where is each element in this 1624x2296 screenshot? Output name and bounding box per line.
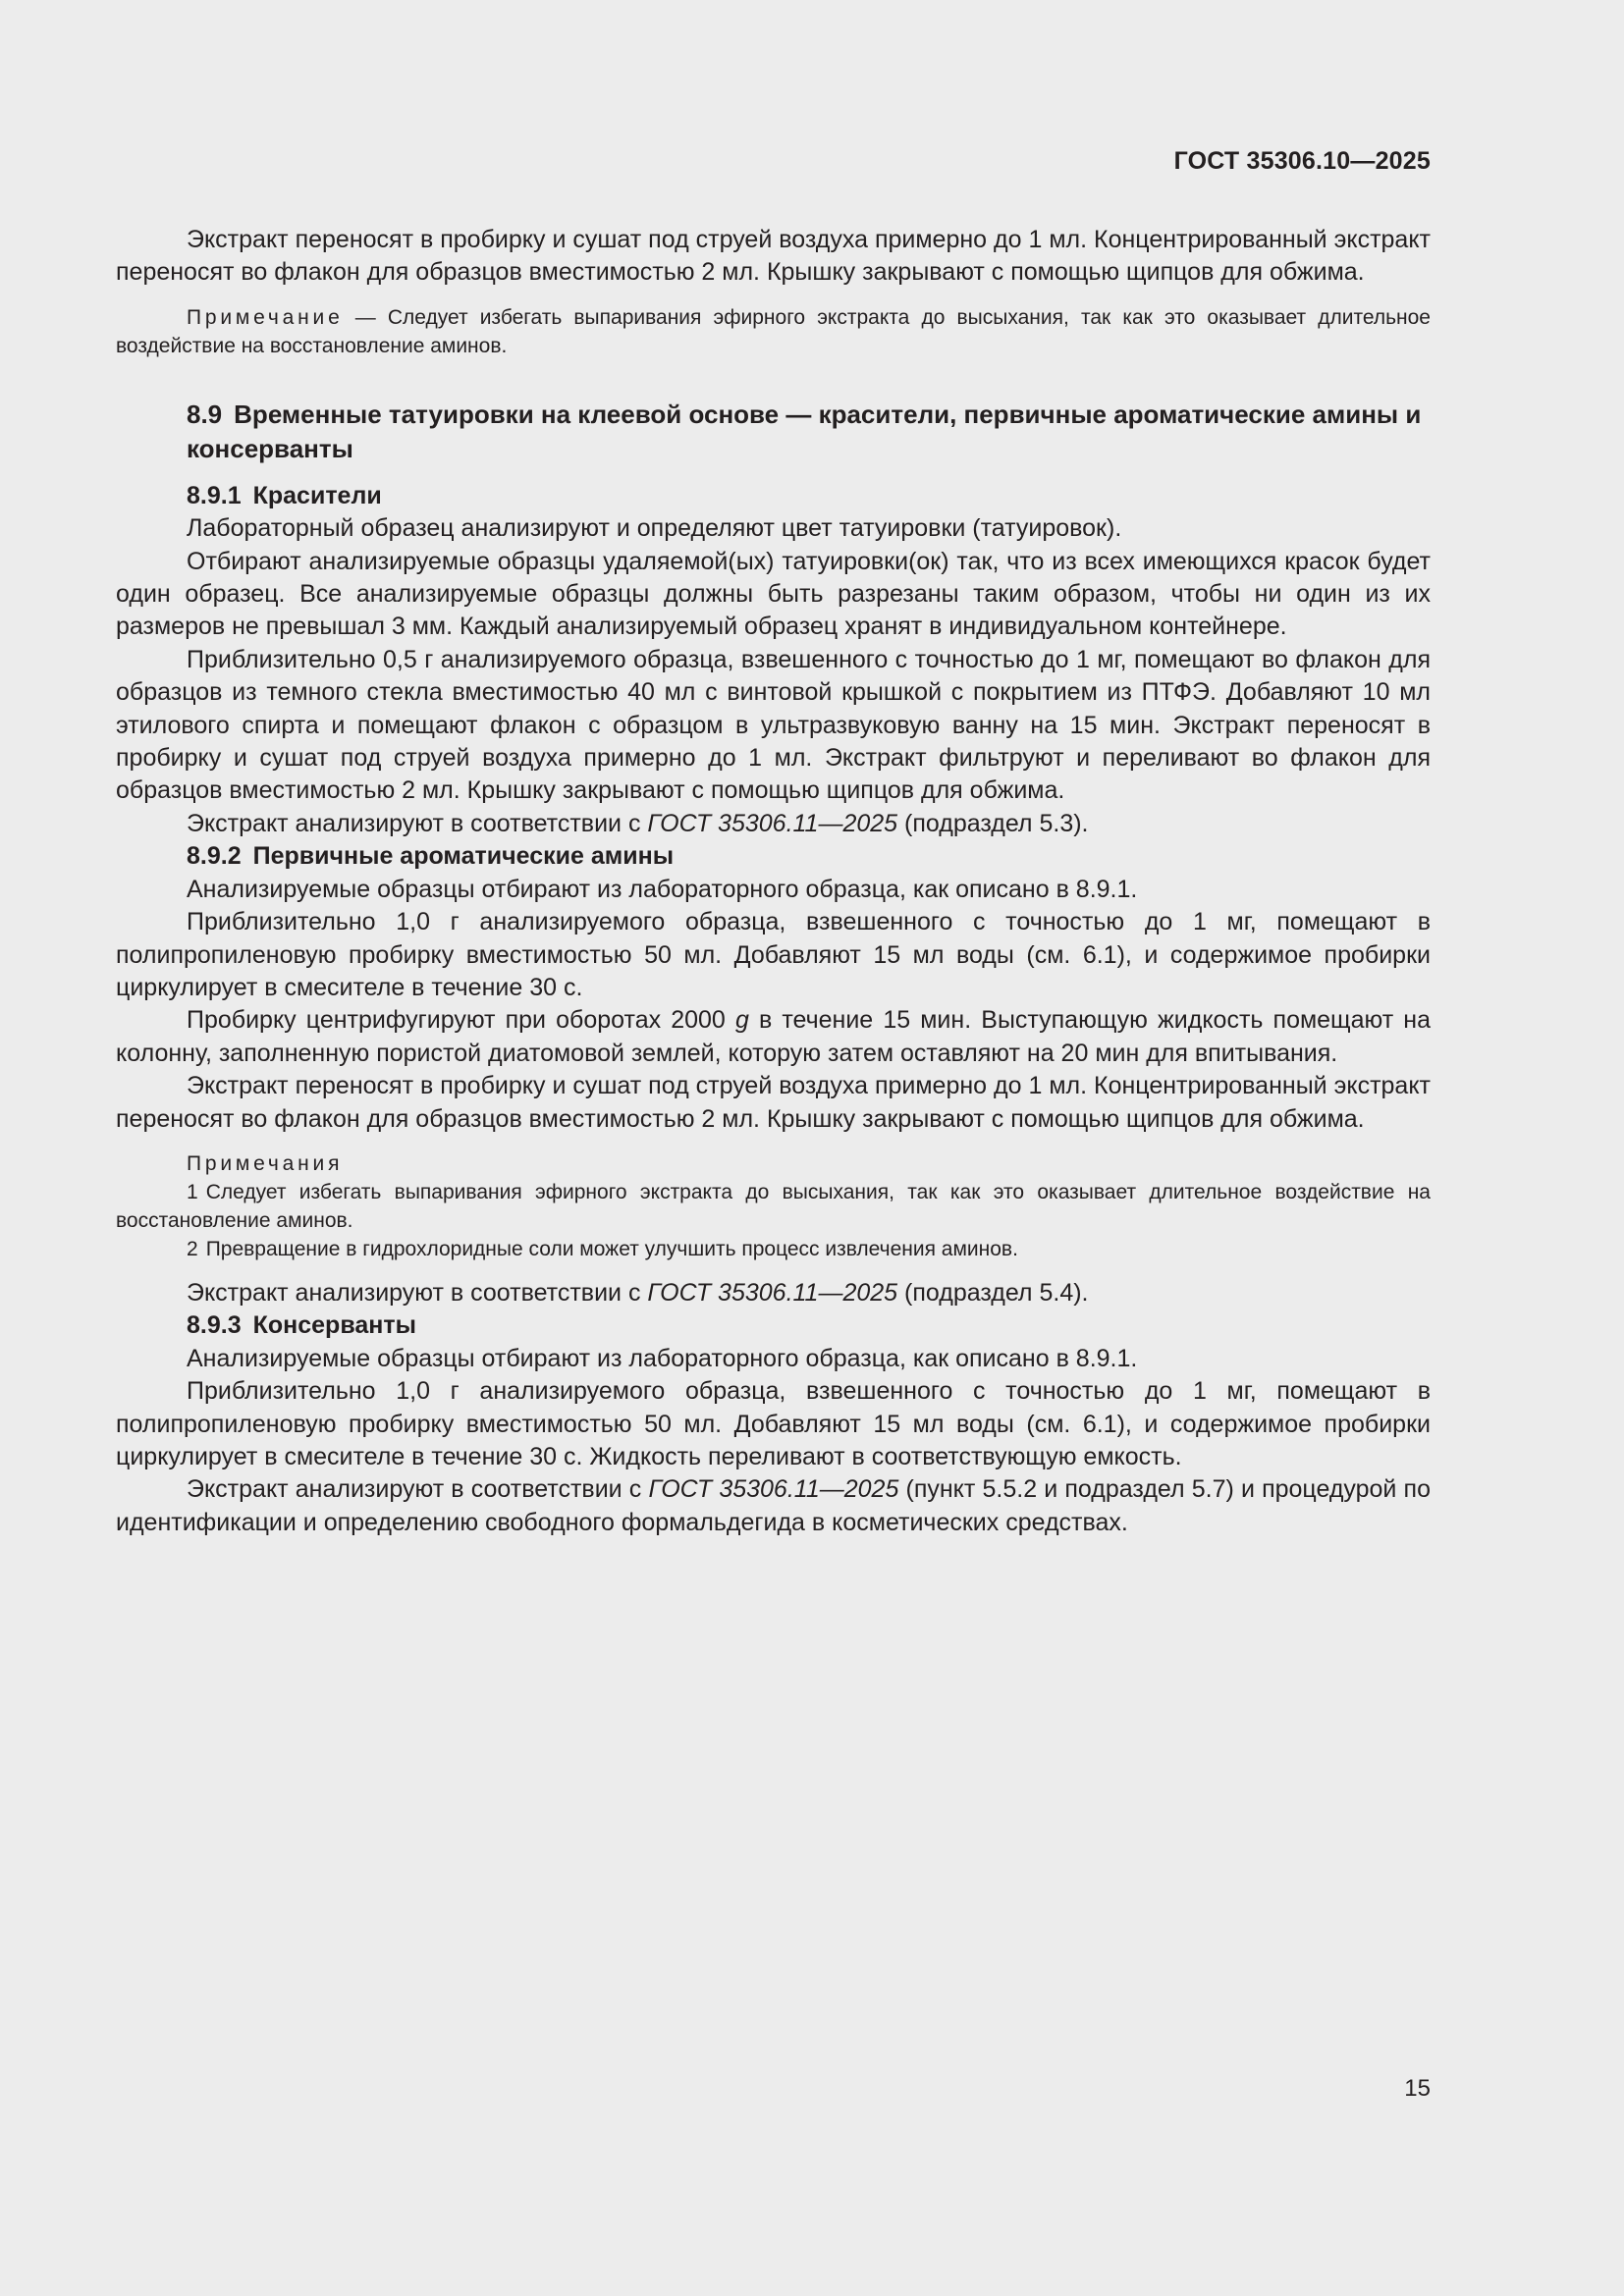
text: (пункт 5.5.2 и подраздел 5.7) и процедурой по идентификации и определению свободного формальдегида в косметических средствах.	[116, 1475, 1431, 1536]
standard-reference: ГОСТ 35306.11—2025	[647, 1278, 898, 1307]
paragraph: Анализируемые образцы отбирают из лабораторного образца, как описано в 8.9.1.	[187, 1344, 1138, 1372]
section-number: 8.9.2	[187, 842, 242, 871]
section-number: 8.9.3	[187, 1311, 242, 1340]
note-text: Превращение в гидрохлоридные соли может улучшить процесс извлечения аминов.	[205, 1237, 1018, 1260]
text: (подраздел 5.3).	[897, 809, 1089, 837]
text: Экстракт анализируют в соответствии с	[187, 1278, 648, 1307]
section-title: Временные татуировки на клеевой основе — красители, первичные ароматические амины и консерванты	[187, 399, 1422, 463]
section-heading-8-9	[116, 398, 1431, 466]
section-number: 8.9	[187, 399, 223, 429]
page-body	[116, 224, 1431, 1539]
paragraph	[116, 1004, 1431, 1070]
paragraph: Приблизительно 1,0 г анализируемого образца, взвешенного с точностью до 1 мг, помещают в полипропиленовую пробирку вместимостью 50 мл. Добавляют 15 мл воды (см. 6.1), и содержимое пробирки циркулирует в смесителе в течение 30 с. Жидкость переливают в соответствующую емкость.	[116, 1377, 1431, 1470]
note-text: — Следует избегать выпаривания эфирного экстракта до высыхания, так как это оказывает длительное воздействие на восстановление аминов.	[116, 305, 1431, 357]
standard-reference: ГОСТ 35306.11—2025	[648, 1475, 899, 1504]
paragraph: Лабораторный образец анализируют и определяют цвет татуировки (татуировок).	[187, 514, 1122, 543]
notes-label: Примечания	[187, 1151, 344, 1175]
note-item	[116, 1178, 1431, 1235]
paragraph: Экстракт переносят в пробирку и сушат под струей воздуха примерно до 1 мл. Концентрированный экстракт переносят во флакон для образцов вместимостью 2 мл. Крышку закрывают с помощью щипцов для обжима.	[116, 226, 1431, 287]
section-title: Первичные ароматические амины	[252, 842, 675, 871]
text: Экстракт анализируют в соответствии с	[187, 809, 648, 837]
paragraph	[116, 1473, 1431, 1539]
note-label: Примечание	[187, 305, 344, 329]
subsection-heading-8-9-3	[116, 1309, 1431, 1342]
unit-g: g	[734, 1006, 749, 1035]
paragraph: Приблизительно 1,0 г анализируемого образца, взвешенного с точностью до 1 мг, помещают в полипропиленовую пробирку вместимостью 50 мл. Добавляют 15 мл воды (см. 6.1), и содержимое пробирки циркулирует в смесителе в течение 30 с.	[116, 908, 1431, 1001]
paragraph: Отбирают анализируемые образцы удаляемой(ых) татуировки(ок) так, что из всех имеющихся красок будет один образец. Все анализируемые образцы должны быть разрезаны таким образом, чтобы ни один из их размеров не превышал 3 мм. Каждый анализируемый образец хранят в индивидуальном контейнере.	[116, 547, 1431, 641]
subsection-heading-8-9-2	[116, 840, 1431, 873]
section-title: Консерванты	[252, 1311, 416, 1340]
paragraph: Приблизительно 0,5 г анализируемого образца, взвешенного с точностью до 1 мг, помещают во флакон для образцов из темного стекла вместимостью 40 мл с винтовой крышкой с покрытием из ПТФЭ. Добавляют 10 мл этилового спирта и помещают флакон с образцом в ультразвуковую ванну на 15 мин. Экстракт переносят в пробирку и сушат под струей воздуха примерно до 1 мл. Экстракт фильтруют и переливают во флакон для образцов вместимостью 2 мл. Крышку закрывают с помощью щипцов для обжима.	[116, 645, 1431, 805]
note-number: 1	[187, 1180, 198, 1203]
note-item	[116, 1235, 1431, 1263]
document-number-header: ГОСТ 35306.10—2025	[1173, 147, 1431, 175]
section-number: 8.9.1	[187, 481, 242, 509]
section-title: Красители	[252, 481, 382, 509]
page-number: 15	[1404, 2075, 1431, 2102]
note-number: 2	[187, 1237, 198, 1260]
standard-reference: ГОСТ 35306.11—2025	[647, 809, 898, 837]
paragraph	[116, 1277, 1431, 1309]
paragraph: Анализируемые образцы отбирают из лабораторного образца, как описано в 8.9.1.	[187, 875, 1138, 903]
text: (подраздел 5.4).	[897, 1278, 1089, 1307]
text: Экстракт анализируют в соответствии с	[187, 1475, 649, 1504]
note-text: Следует избегать выпаривания эфирного экстракта до высыхания, так как это оказывает длительное воздействие на восстановление аминов.	[116, 1180, 1431, 1232]
text: Пробирку центрифугируют при оборотах 2000	[187, 1006, 735, 1035]
paragraph: Экстракт переносят в пробирку и сушат под струей воздуха примерно до 1 мл. Концентрированный экстракт переносят во флакон для образцов вместимостью 2 мл. Крышку закрывают с помощью щипцов для обжима.	[116, 1072, 1431, 1133]
note	[116, 303, 1431, 360]
text: в течение 15 мин. Выступающую жидкость помещают на колонну, заполненную пористой диатомовой землей, которую затем оставляют на 20 мин для впитывания.	[116, 1006, 1432, 1067]
paragraph	[116, 808, 1431, 840]
subsection-heading-8-9-1	[116, 480, 1431, 512]
